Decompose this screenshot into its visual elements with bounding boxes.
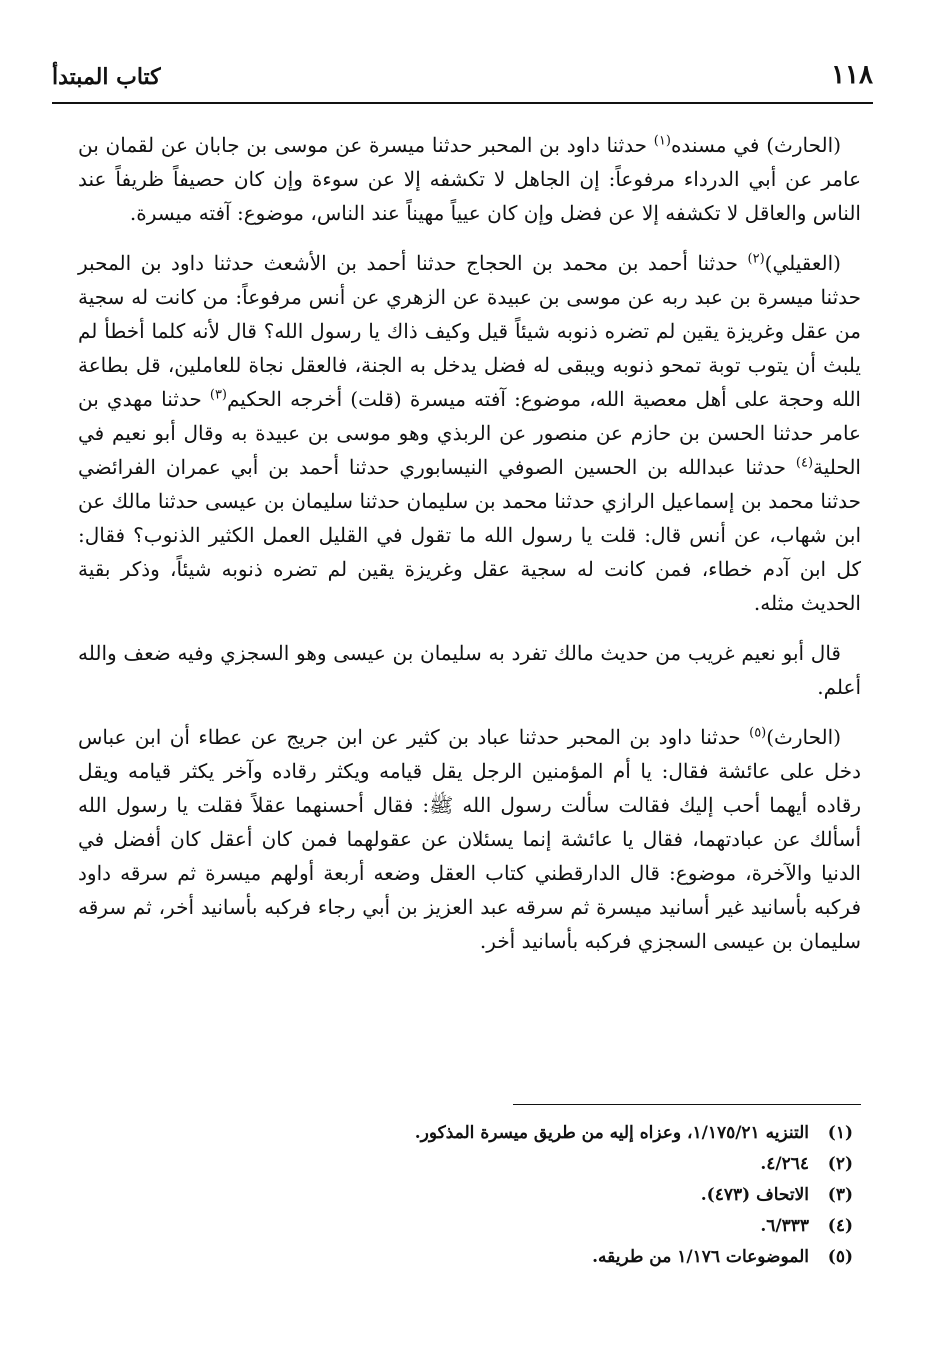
footnote-rule <box>513 1104 861 1105</box>
paragraph-lead: (الحارث) <box>766 725 841 749</box>
paragraph-text: حدثنا عبدالله بن الحسين الصوفي النيسابوري حدثنا أحمد بن أبي عمران الفرائضي حدثنا محمد بن إسماعيل الرازي حدثنا محمد بن سليمان حدثنا سليمان بن عيسى حدثنا مالك عن ابن شهاب، عن أنس قال: قلت يا رسول الله ما تقول في القليل العمل الكثير الذنوب؟ فقال: كل ابن آدم خطاء، فمن كانت له سجية عقل وغريزة يقين لم تضره ذنوبه شيئاً، وذكر بقية الحديث مثله. <box>78 455 861 615</box>
footnote-text: ٦/٣٣٣. <box>760 1216 809 1236</box>
footnote-4 <box>120 1211 853 1242</box>
footnote-text: الاتحاف (٤٧٣). <box>700 1185 809 1205</box>
footnotes <box>120 1118 853 1273</box>
footnote-ref: (٣) <box>209 387 227 403</box>
main-text <box>78 128 861 974</box>
paragraph-text: حدثنا داود بن المحبر حدثنا عباد بن كثير عن ابن جريج عن عطاء أن ابن عباس دخل على عائشة فقال: يا أم المؤمنين الرجل يقل قيامه ويكثر رقاده وآخر يكثر قيامه ويقل رقاده أيهما أحب إليك فقالت سألت رسول الله ﷺ: فقال أحسنهما عقلاً فقلت يا رسول الله أسألك عن عبادتهما، فقال يا عائشة إنما يسئلان عن عقولهما فمن كان أعقل كان أفضل في الدنيا والآخرة، موضوع: قال الدارقطني كتاب العقل وضعه أربعة أولهم ميسرة ثم سرقه داود فركبه بأسانيد غير أسانيد ميسرة ثم سرقه عبد العزيز بن أبي رجاء فركبه بأسانيد أخر، ثم سرقه سليمان بن عيسى السجزي فركبه بأسانيد أخر. <box>78 725 861 953</box>
footnote-text: ٤/٢٦٤. <box>760 1154 809 1174</box>
footnote-5 <box>120 1242 853 1273</box>
footnote-number: (٥) <box>827 1247 853 1267</box>
page-number: ١١٨ <box>831 60 873 90</box>
page-header <box>52 60 873 98</box>
footnote-ref: (٢) <box>747 251 765 267</box>
footnote-1 <box>120 1118 853 1149</box>
footnote-2 <box>120 1149 853 1180</box>
paragraph-text: حدثنا مهدي بن عامر حدثنا الحسن بن حازم عن منصور عن الربذي وهو موسى بن عبيدة به وقال أبو نعيم في الحلية <box>78 387 861 479</box>
footnote-3 <box>120 1180 853 1211</box>
paragraph-1 <box>78 128 861 230</box>
footnote-text: الموضوعات ١/١٧٦ من طريقه. <box>592 1247 809 1267</box>
footnote-text: التنزيه ١/١٧٥/٢١، وعزاه إليه من طريق ميسرة المذكور. <box>414 1123 809 1143</box>
footnote-number: (٤) <box>827 1216 853 1236</box>
paragraph-text: حدثنا داود بن المحبر حدثنا ميسرة عن موسى بن جابان عن لقمان بن عامر عن أبي الدرداء مرفوعاً: إن الجاهل لا تكشفه إلا عن سوءة وإن كان حصيفاً ظريفاً عند الناس والعاقل لا تكشفه إلا عن فضل وإن كان عيياً مهيناً عند الناس، موضوع: آفته ميسرة. <box>78 133 861 225</box>
running-title: كتاب المبتدأ <box>52 64 161 90</box>
paragraph-text: قال أبو نعيم غريب من حديث مالك تفرد به سليمان بن عيسى وهو السجزي وفيه ضعف والله أعلم. <box>78 641 861 699</box>
paragraph-3 <box>78 636 861 704</box>
paragraph-4 <box>78 720 861 958</box>
paragraph-2 <box>78 246 861 620</box>
footnote-ref: (٤) <box>795 455 814 471</box>
footnote-number: (٣) <box>827 1185 853 1205</box>
footnote-ref: (٥) <box>749 725 767 741</box>
header-rule <box>52 102 873 104</box>
footnote-number: (١) <box>827 1123 853 1143</box>
paragraph-text: حدثنا أحمد بن محمد بن الحجاج حدثنا أحمد بن الأشعث حدثنا داود بن المحبر حدثنا ميسرة بن عبد ربه عن موسى بن عبيدة عن الزهري عن أنس مرفوعاً: من كانت له سجية من عقل وغريزة يقين لم تضره ذنوبه شيئاً قيل وكيف ذاك يا رسول الله؟ قال لأنه كلما أخطأ لم يلبث أن يتوب توبة تمحو ذنوبه ويبقى له فضل يدخل به الجنة، فالعقل نجاة للعاملين، قل بطاعة الله وحجة على أهل معصية الله، موضوع: آفته ميسرة (قلت) أخرجه الحكيم <box>78 251 861 411</box>
paragraph-lead: (الحارث) في مسنده <box>670 133 841 157</box>
footnote-number: (٢) <box>827 1154 853 1174</box>
paragraph-lead: (العقيلي) <box>764 251 841 275</box>
footnote-ref: (١) <box>653 133 671 149</box>
